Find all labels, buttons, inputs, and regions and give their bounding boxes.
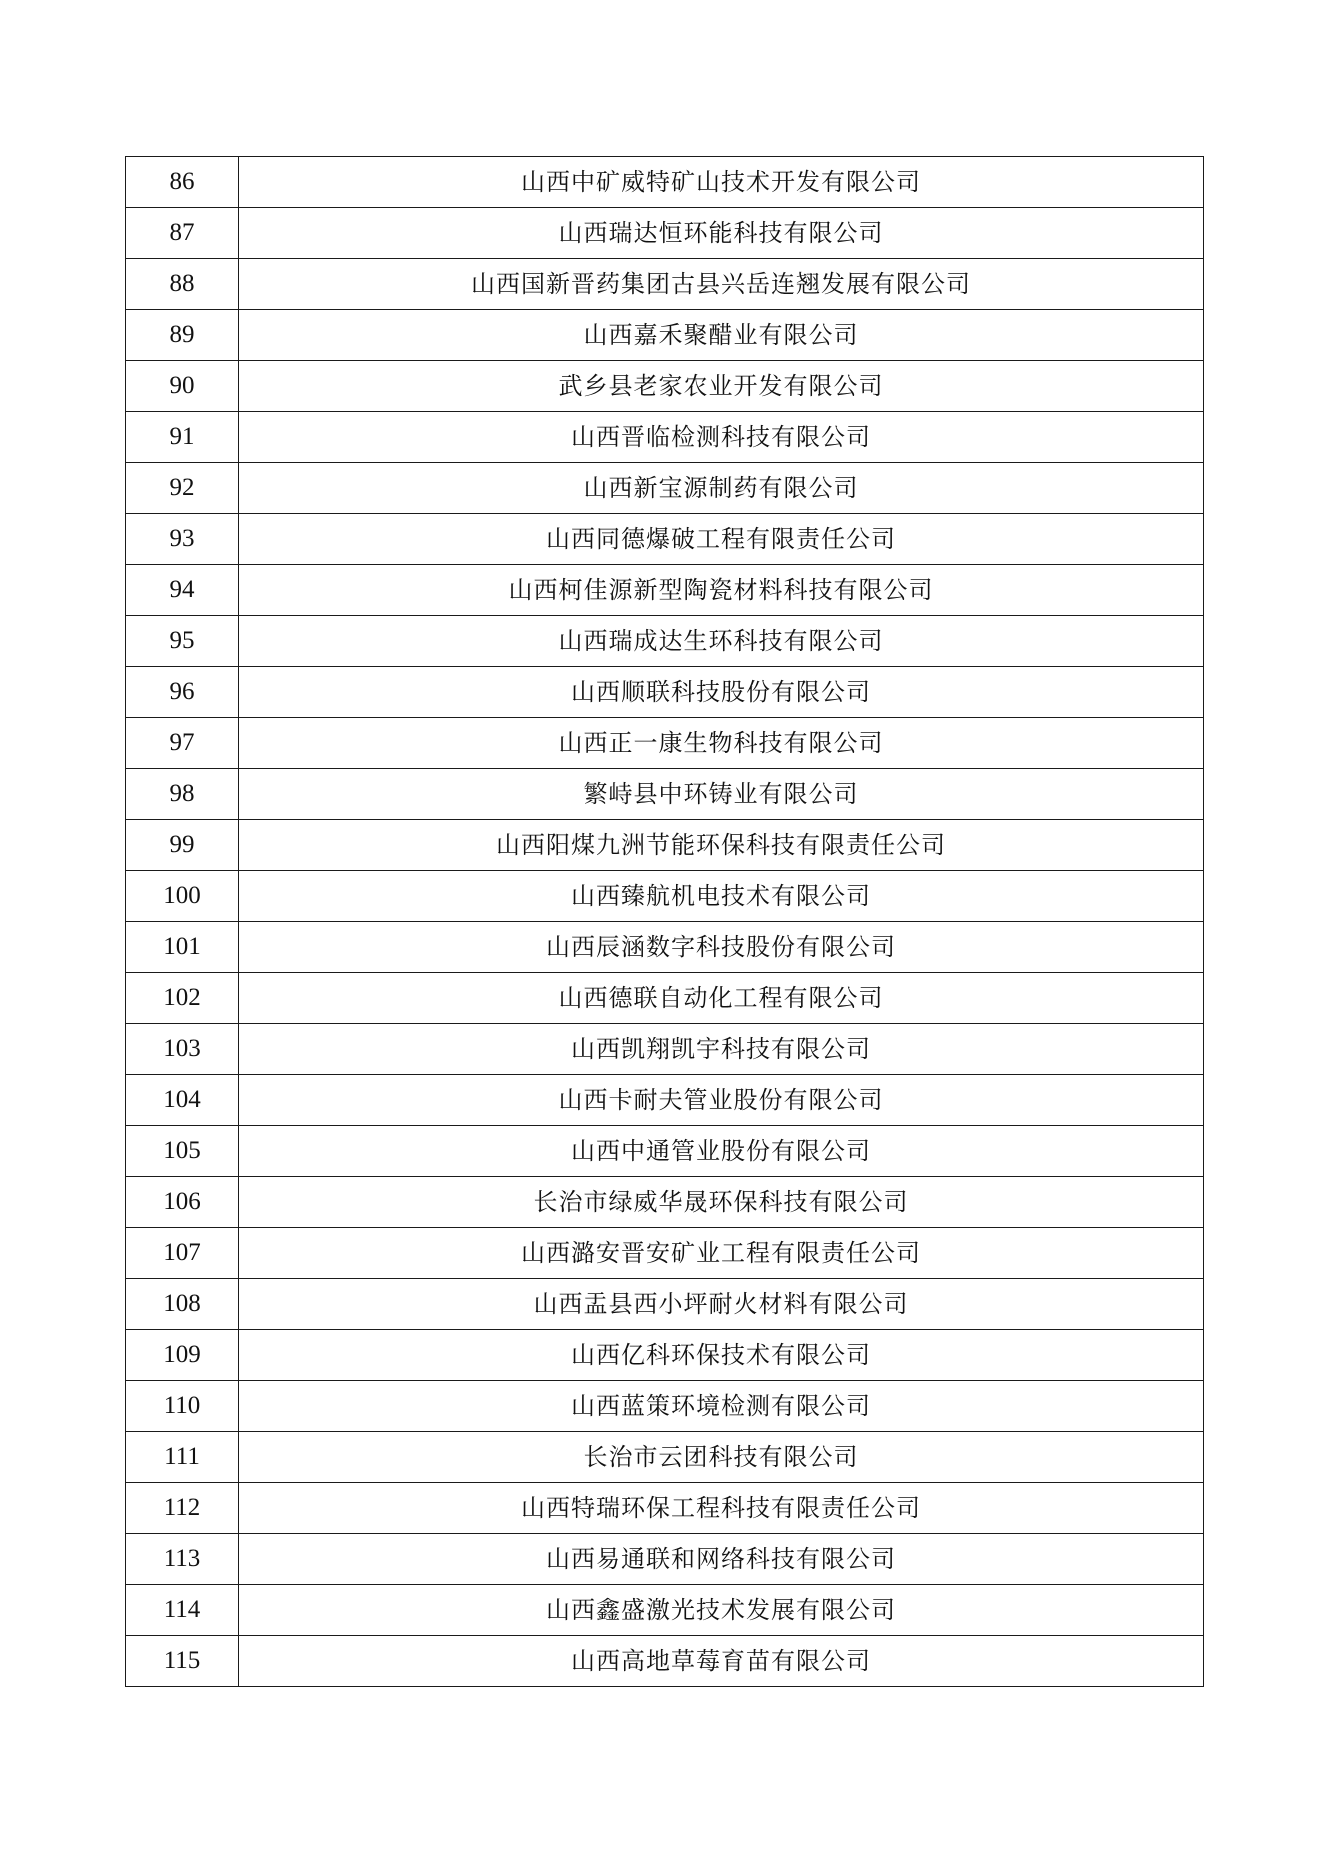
row-number: 89: [126, 310, 239, 361]
row-number: 107: [126, 1228, 239, 1279]
table-row: [126, 1381, 1204, 1432]
table-row: [126, 769, 1204, 820]
table-row: [126, 1483, 1204, 1534]
row-number: 104: [126, 1075, 239, 1126]
row-number: 109: [126, 1330, 239, 1381]
row-number: 98: [126, 769, 239, 820]
company-name: 山西顺联科技股份有限公司: [239, 667, 1204, 718]
company-name: 山西特瑞环保工程科技有限责任公司: [239, 1483, 1204, 1534]
company-name: 山西新宝源制药有限公司: [239, 463, 1204, 514]
table-row: [126, 208, 1204, 259]
company-name: 山西德联自动化工程有限公司: [239, 973, 1204, 1024]
table-row: [126, 1228, 1204, 1279]
company-name: 山西正一康生物科技有限公司: [239, 718, 1204, 769]
row-number: 105: [126, 1126, 239, 1177]
company-name: 山西中通管业股份有限公司: [239, 1126, 1204, 1177]
company-name: 山西同德爆破工程有限责任公司: [239, 514, 1204, 565]
row-number: 88: [126, 259, 239, 310]
table-row: [126, 514, 1204, 565]
table-row: [126, 616, 1204, 667]
row-number: 100: [126, 871, 239, 922]
row-number: 91: [126, 412, 239, 463]
row-number: 110: [126, 1381, 239, 1432]
company-name: 山西柯佳源新型陶瓷材料科技有限公司: [239, 565, 1204, 616]
row-number: 90: [126, 361, 239, 412]
row-number: 114: [126, 1585, 239, 1636]
table-row: [126, 1534, 1204, 1585]
row-number: 102: [126, 973, 239, 1024]
row-number: 99: [126, 820, 239, 871]
company-name: 山西阳煤九洲节能环保科技有限责任公司: [239, 820, 1204, 871]
table-row: [126, 565, 1204, 616]
table-row: [126, 1177, 1204, 1228]
row-number: 86: [126, 157, 239, 208]
company-name: 山西瑞成达生环科技有限公司: [239, 616, 1204, 667]
table-row: [126, 1432, 1204, 1483]
company-name: 繁峙县中环铸业有限公司: [239, 769, 1204, 820]
table-row: [126, 922, 1204, 973]
row-number: 108: [126, 1279, 239, 1330]
company-name: 山西瑞达恒环能科技有限公司: [239, 208, 1204, 259]
table-row: [126, 1075, 1204, 1126]
company-name: 山西晋临检测科技有限公司: [239, 412, 1204, 463]
company-name: 山西易通联和网络科技有限公司: [239, 1534, 1204, 1585]
table-row: [126, 667, 1204, 718]
table-row: [126, 1279, 1204, 1330]
table-row: [126, 1636, 1204, 1687]
table-row: [126, 361, 1204, 412]
row-number: 115: [126, 1636, 239, 1687]
table-row: [126, 871, 1204, 922]
company-name: 长治市云团科技有限公司: [239, 1432, 1204, 1483]
company-name: 山西亿科环保技术有限公司: [239, 1330, 1204, 1381]
row-number: 111: [126, 1432, 239, 1483]
company-name: 山西蓝策环境检测有限公司: [239, 1381, 1204, 1432]
company-name: 山西潞安晋安矿业工程有限责任公司: [239, 1228, 1204, 1279]
table-row: [126, 718, 1204, 769]
table-row: [126, 1024, 1204, 1075]
table-row: [126, 463, 1204, 514]
row-number: 87: [126, 208, 239, 259]
table-row: [126, 310, 1204, 361]
company-list-table: [125, 156, 1204, 1687]
company-name: 山西高地草莓育苗有限公司: [239, 1636, 1204, 1687]
row-number: 112: [126, 1483, 239, 1534]
row-number: 113: [126, 1534, 239, 1585]
row-number: 93: [126, 514, 239, 565]
table-row: [126, 1585, 1204, 1636]
row-number: 97: [126, 718, 239, 769]
company-name: 山西盂县西小坪耐火材料有限公司: [239, 1279, 1204, 1330]
row-number: 96: [126, 667, 239, 718]
company-name: 长治市绿威华晟环保科技有限公司: [239, 1177, 1204, 1228]
row-number: 106: [126, 1177, 239, 1228]
company-name: 山西鑫盛激光技术发展有限公司: [239, 1585, 1204, 1636]
table-row: [126, 1126, 1204, 1177]
row-number: 95: [126, 616, 239, 667]
table-body: [126, 157, 1204, 1687]
table-row: [126, 157, 1204, 208]
company-name: 山西凯翔凯宇科技有限公司: [239, 1024, 1204, 1075]
table-row: [126, 412, 1204, 463]
company-name: 山西辰涵数字科技股份有限公司: [239, 922, 1204, 973]
table-row: [126, 1330, 1204, 1381]
table-row: [126, 820, 1204, 871]
table-row: [126, 973, 1204, 1024]
row-number: 92: [126, 463, 239, 514]
company-name: 山西国新晋药集团古县兴岳连翘发展有限公司: [239, 259, 1204, 310]
company-name: 山西中矿威特矿山技术开发有限公司: [239, 157, 1204, 208]
company-name: 山西卡耐夫管业股份有限公司: [239, 1075, 1204, 1126]
row-number: 103: [126, 1024, 239, 1075]
company-name: 山西嘉禾聚醋业有限公司: [239, 310, 1204, 361]
row-number: 101: [126, 922, 239, 973]
company-name: 武乡县老家农业开发有限公司: [239, 361, 1204, 412]
row-number: 94: [126, 565, 239, 616]
table-row: [126, 259, 1204, 310]
company-name: 山西臻航机电技术有限公司: [239, 871, 1204, 922]
